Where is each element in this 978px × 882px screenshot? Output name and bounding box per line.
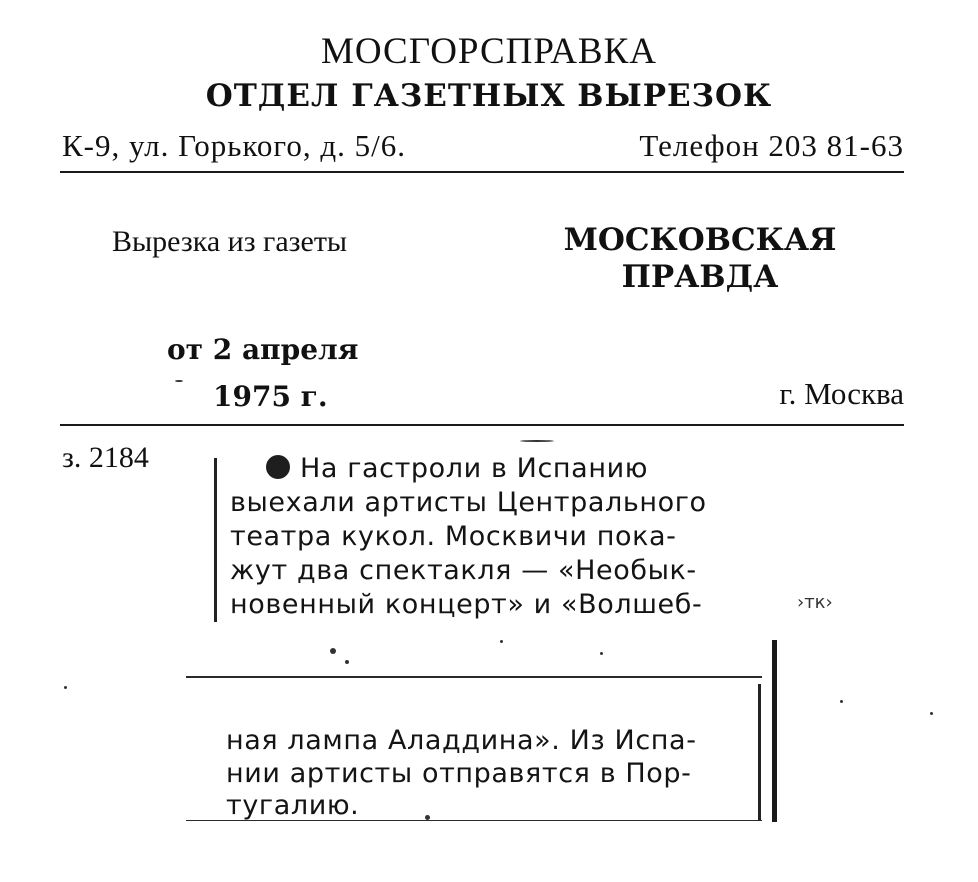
address: К-9, ул. Горького, д. 5/6.: [62, 128, 407, 163]
clipping-line: нии артисты отправятся в Пор-: [226, 758, 692, 789]
clip-from-label: Вырезка из газеты: [112, 225, 348, 258]
clipping-line: На гастроли в Испанию: [266, 452, 648, 487]
clipping-line: новенный концерт» и «Волшеб-: [230, 589, 703, 620]
city: г. Москва: [779, 376, 904, 411]
clipping-fragment: ›тк›: [797, 592, 833, 613]
clipping-line: жут два спектакля — «Необык-: [230, 555, 697, 586]
order-number: з. 2184: [62, 441, 149, 474]
source-divider: [60, 424, 904, 426]
newspaper-name-line2: ПРАВДА: [621, 259, 779, 295]
clipping-outer-border: [772, 640, 777, 822]
phone-number: Телефон 203 81-63: [639, 128, 904, 163]
issue-date: от 2 апреля: [167, 333, 359, 366]
clipping-part-2-top-rule: [186, 676, 762, 678]
issue-year: 1975 г.: [213, 380, 328, 413]
clipping-line: ная лампа Аладдина». Из Испа-: [226, 725, 697, 756]
clipping-line: театра кукол. Москвичи пока-: [230, 521, 677, 552]
clipping-right-border: [758, 684, 761, 820]
clipping-bottom-rule: [186, 820, 762, 821]
clipping-left-border: [214, 458, 217, 622]
bullet-icon: [266, 455, 290, 479]
newspaper-name-line1: МОСКОВСКАЯ: [563, 222, 837, 258]
clipping-line: тугалию.: [226, 790, 360, 821]
department-name: ОТДЕЛ ГАЗЕТНЫХ ВЫРЕЗОК: [205, 78, 773, 114]
clipping-line: выехали артисты Центрального: [230, 487, 707, 518]
newspaper-name: [560, 222, 840, 296]
header-divider: [60, 171, 904, 173]
organization-name: МОСГОРСПРАВКА: [320, 31, 657, 72]
